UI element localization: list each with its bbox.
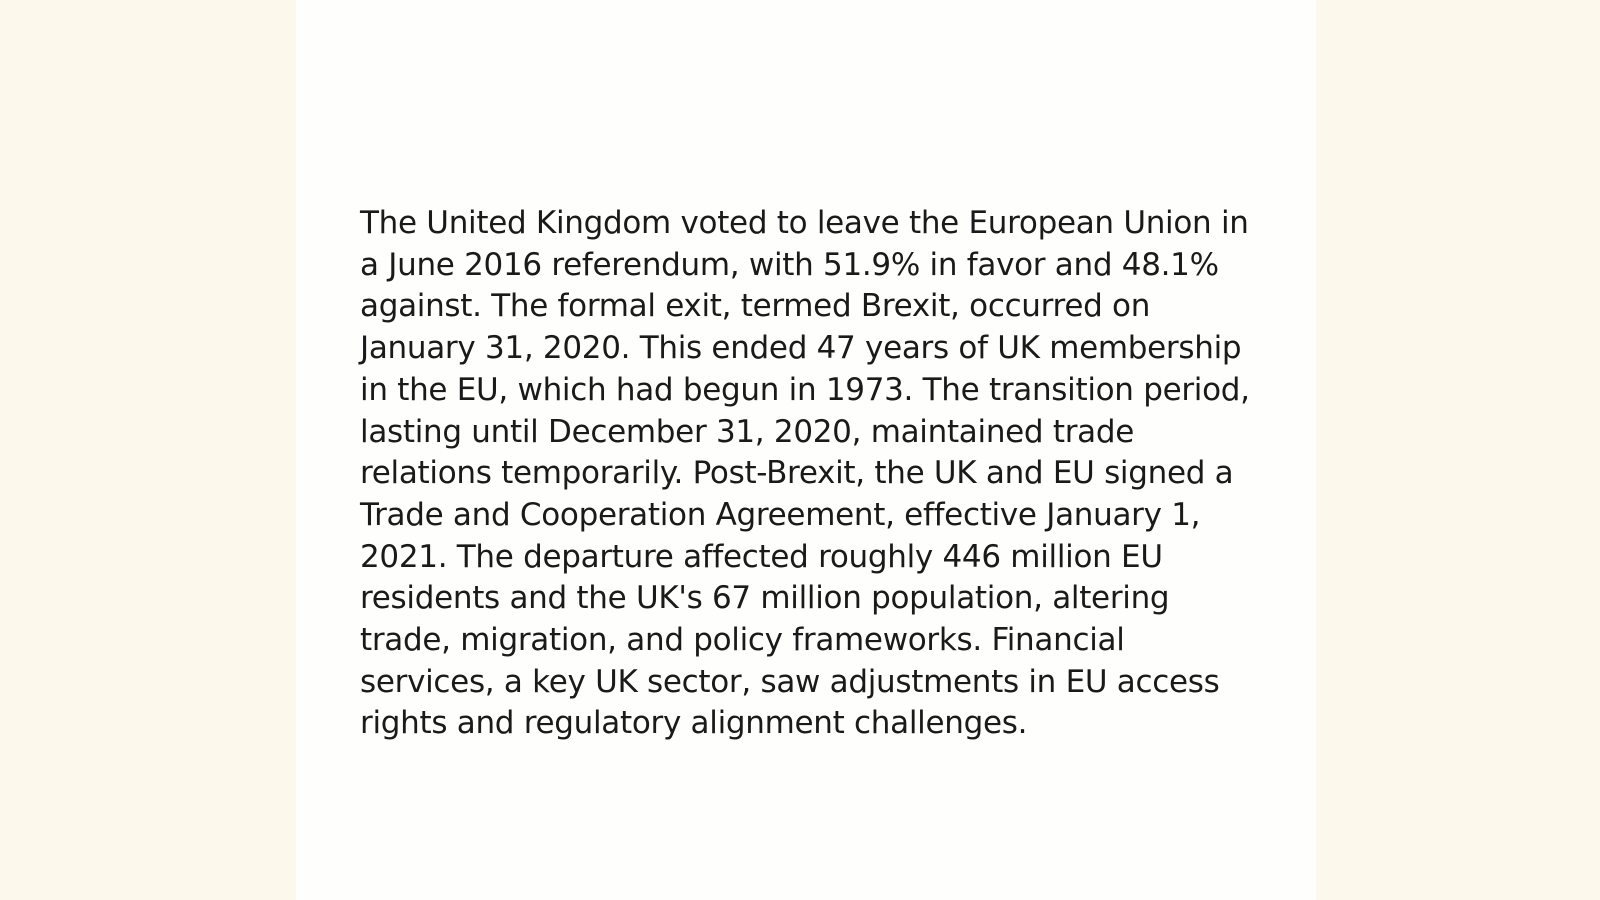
body-paragraph: The United Kingdom voted to leave the European Union in a June 2016 referendum, with 51.9% in favor and 48.1% against. The formal exit, termed Brexit, occurred on January 31, 2020. This ended 47 years of UK membership in the EU, which had begun in 1973. The transition period, lasting until December 31, 2020, maintained trade relations temporarily. Post-Brexit, the UK and EU signed a Trade and Cooperation Agreement, effective January 1, 2021. The departure affected roughly 446 million EU residents and the UK's 67 million population, altering trade, migration, and policy frameworks. Financial services, a key UK sector, saw adjustments in EU access rights and regulatory alignment challenges. <box>360 205 1250 742</box>
document-page <box>296 0 1316 900</box>
